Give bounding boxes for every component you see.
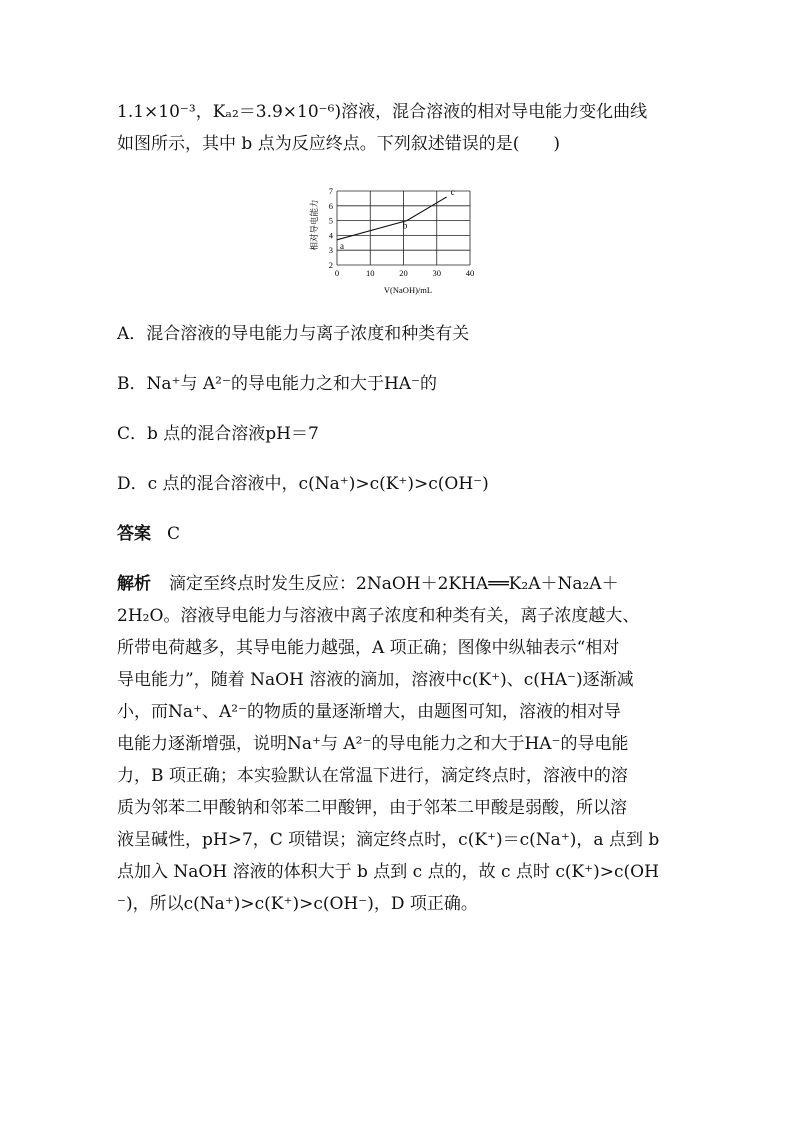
question-line-1: 1.1×10⁻³，Kₐ₂＝3.9×10⁻⁶)溶液，混合溶液的相对导电能力变化曲线 (117, 102, 648, 122)
chart-x-tick-label: 20 (399, 268, 408, 278)
analysis-line-10: 点加入 NaOH 溶液的体积大于 b 点到 c 点的，故 c 点时 c(K⁺)>c(OH (117, 862, 659, 882)
analysis-label: 解析 (117, 574, 151, 594)
analysis-line-6: 电能力逐渐增强，说明Na⁺与 A²⁻的导电能力之和大于HA⁻的导电能 (117, 734, 629, 754)
option-a: A．混合溶液的导电能力与离子浓度和种类有关 (117, 324, 470, 344)
analysis-line-8: 质为邻苯二甲酸钠和邻苯二甲酸钾，由于邻苯二甲酸是弱酸，所以溶 (117, 798, 627, 818)
chart-y-tick-label: 2 (328, 260, 333, 270)
analysis-line-2: 2H₂O。溶液导电能力与溶液中离子浓度和种类有关，离子浓度越大、 (117, 606, 640, 626)
chart-y-tick-label: 4 (328, 230, 333, 241)
chart-point-label-b: b (402, 220, 408, 231)
analysis-line-4: 导电能力”，随着 NaOH 溶液的滴加，溶液中c(K⁺)、c(HA⁻)逐渐减 (117, 670, 634, 690)
chart-series-line (337, 197, 447, 240)
answer-label: 答案 (117, 524, 151, 544)
analysis-line-9: 液呈碱性，pH>7，C 项错误；滴定终点时，c(K⁺)＝c(Na⁺)，a 点到 b (117, 830, 660, 850)
chart-x-tick-label: 40 (465, 268, 475, 278)
analysis-line-1 (117, 573, 619, 595)
option-c: C．b 点的混合溶液pH＝7 (117, 424, 319, 444)
chart-x-tick-label: 30 (432, 268, 441, 278)
chart-x-tick-label: 10 (366, 268, 375, 278)
chart-y-tick-label: 6 (328, 200, 333, 211)
analysis-text: 滴定至终点时发生反应：2NaOH＋2KHA══K₂A＋Na₂A＋ (169, 574, 619, 594)
option-b: B．Na⁺与 A²⁻的导电能力之和大于HA⁻的 (117, 374, 438, 394)
chart-point-label-a: a (340, 240, 344, 251)
chart-point-label-c: c (450, 186, 455, 197)
option-d: D．c 点的混合溶液中，c(Na⁺)>c(K⁺)>c(OH⁻) (117, 474, 489, 494)
chart-y-tick-label: 5 (328, 215, 333, 226)
conductivity-chart (305, 183, 485, 298)
analysis-line-11: ⁻)，所以c(Na⁺)>c(K⁺)>c(OH⁻)，D 项正确。 (117, 894, 478, 914)
chart-y-tick-label: 3 (328, 245, 333, 256)
answer-row (117, 523, 180, 545)
analysis-line-3: 所带电荷越多，其导电能力越强，A 项正确；图像中纵轴表示“相对 (117, 638, 620, 658)
chart-y-tick-label: 7 (328, 186, 333, 196)
chart-y-axis-label: 相对导电能力 (309, 199, 319, 251)
analysis-line-7: 力，B 项正确；本实验默认在常温下进行，滴定终点时，溶液中的溶 (117, 766, 628, 786)
analysis-line-5: 小，而Na⁺、A²⁻的物质的量逐渐增大，由题图可知，溶液的相对导 (117, 702, 622, 722)
chart-x-axis-label: V(NaOH)/mL (383, 285, 433, 295)
chart-x-tick-label: 0 (334, 268, 340, 278)
question-line-2: 如图所示，其中 b 点为反应终点。下列叙述错误的是( ) (117, 134, 560, 154)
answer-value: C (167, 524, 181, 544)
